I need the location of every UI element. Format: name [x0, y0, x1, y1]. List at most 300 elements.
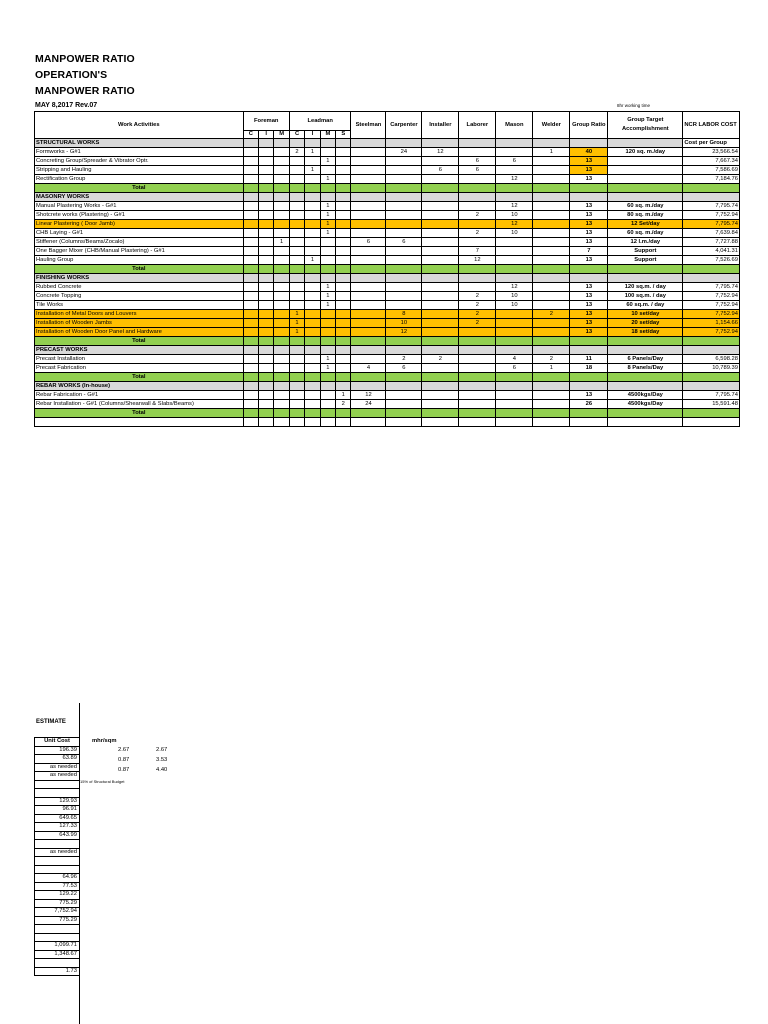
activity-cell: Installation of Wooden Jambs — [35, 319, 244, 328]
activity-cell: Stiffener (Columns/Beams/Zocalo) — [35, 238, 244, 247]
count-cell — [274, 328, 289, 337]
count-cell — [289, 256, 304, 265]
labor-cost-cell — [683, 184, 740, 193]
count-cell — [459, 364, 496, 373]
estimate-row — [35, 806, 80, 815]
count-cell — [351, 292, 386, 301]
count-cell — [386, 382, 422, 391]
count-cell — [274, 265, 289, 274]
count-cell — [459, 265, 496, 274]
count-cell — [336, 238, 351, 247]
count-cell — [351, 355, 386, 364]
count-cell: 1 — [320, 211, 335, 220]
count-cell — [496, 319, 533, 328]
total-row — [35, 373, 740, 382]
count-cell — [305, 418, 320, 427]
count-cell — [336, 274, 351, 283]
count-cell — [459, 328, 496, 337]
header-installer: Installer — [422, 112, 459, 139]
count-cell — [459, 355, 496, 364]
unit-cost-cell: 775.29 — [35, 916, 80, 925]
count-cell — [496, 382, 533, 391]
count-cell — [243, 283, 258, 292]
count-cell — [305, 319, 320, 328]
group-target-cell: Support — [608, 256, 683, 265]
count-cell — [259, 256, 274, 265]
unit-cost-cell: 196.39 — [35, 746, 80, 755]
count-cell — [336, 373, 351, 382]
count-cell — [289, 265, 304, 274]
count-cell — [422, 337, 459, 346]
count-cell: 1 — [289, 319, 304, 328]
count-cell — [336, 220, 351, 229]
count-cell — [320, 247, 335, 256]
count-cell — [336, 157, 351, 166]
count-cell — [386, 139, 422, 148]
table-row — [35, 211, 740, 220]
count-cell — [533, 166, 570, 175]
activity-cell: Total — [35, 409, 244, 418]
count-cell — [351, 382, 386, 391]
table-row — [35, 391, 740, 400]
group-ratio-cell: 7 — [570, 247, 608, 256]
count-cell — [289, 382, 304, 391]
count-cell — [422, 256, 459, 265]
labor-cost-cell — [683, 409, 740, 418]
group-target-cell: 120 sq. m./day — [608, 148, 683, 157]
manpower-ratio-table — [34, 111, 740, 427]
group-target-cell: 60 sq.m. / day — [608, 301, 683, 310]
count-cell — [259, 175, 274, 184]
activity-cell: One Bagger Mixer (CHB/Manual Plastering) - G#1 — [35, 247, 244, 256]
revision-date: MAY 8,2017 Rev.07 — [35, 102, 98, 109]
count-cell — [386, 301, 422, 310]
count-cell — [243, 274, 258, 283]
count-cell: 6 — [459, 166, 496, 175]
count-cell: 2 — [459, 310, 496, 319]
count-cell — [422, 220, 459, 229]
count-cell — [305, 382, 320, 391]
count-cell: 24 — [351, 400, 386, 409]
estimate-row — [35, 933, 80, 942]
count-cell — [422, 157, 459, 166]
group-ratio-cell — [570, 184, 608, 193]
table-row — [35, 310, 740, 319]
count-cell — [496, 391, 533, 400]
count-cell — [320, 310, 335, 319]
count-cell — [274, 310, 289, 319]
unit-cost-cell: 77.53 — [35, 882, 80, 891]
count-cell — [533, 418, 570, 427]
activity-cell: Rebar Fabrication - G#1 — [35, 391, 244, 400]
count-cell — [243, 139, 258, 148]
unit-cost-cell — [35, 789, 80, 798]
count-cell — [336, 229, 351, 238]
group-ratio-cell: 13 — [570, 292, 608, 301]
group-ratio-cell: 13 — [570, 310, 608, 319]
count-cell — [496, 166, 533, 175]
labor-cost-cell — [683, 346, 740, 355]
count-cell — [496, 247, 533, 256]
labor-cost-cell: 10,789.39 — [683, 364, 740, 373]
count-cell — [386, 157, 422, 166]
count-cell — [351, 373, 386, 382]
count-cell — [351, 409, 386, 418]
labor-cost-cell — [683, 382, 740, 391]
count-cell — [243, 382, 258, 391]
count-cell — [533, 220, 570, 229]
count-cell: 2 — [336, 400, 351, 409]
header-carpenter: Carpenter — [386, 112, 422, 139]
count-cell — [386, 220, 422, 229]
title-line-1: MANPOWER RATIO — [35, 53, 135, 65]
count-cell — [274, 292, 289, 301]
count-cell — [422, 211, 459, 220]
estimate-row — [35, 899, 80, 908]
count-cell — [259, 193, 274, 202]
count-cell — [305, 184, 320, 193]
count-cell — [422, 382, 459, 391]
count-cell: 10 — [496, 229, 533, 238]
count-cell — [274, 409, 289, 418]
count-cell: 12 — [459, 256, 496, 265]
count-cell: 6 — [386, 364, 422, 373]
count-cell — [289, 283, 304, 292]
count-cell — [305, 400, 320, 409]
mhr-cumulative: 2.67 — [156, 747, 168, 753]
table-row — [35, 238, 740, 247]
activity-cell — [35, 418, 244, 427]
count-cell — [259, 229, 274, 238]
count-cell — [422, 346, 459, 355]
count-cell — [289, 247, 304, 256]
estimate-row — [35, 772, 80, 781]
count-cell — [422, 319, 459, 328]
count-cell — [274, 355, 289, 364]
count-cell — [274, 391, 289, 400]
count-cell: 2 — [459, 319, 496, 328]
group-ratio-cell — [570, 409, 608, 418]
count-cell — [320, 328, 335, 337]
count-cell — [336, 193, 351, 202]
count-cell — [289, 238, 304, 247]
group-ratio-cell — [570, 346, 608, 355]
group-ratio-cell: 13 — [570, 328, 608, 337]
count-cell — [320, 238, 335, 247]
count-cell — [274, 229, 289, 238]
count-cell: 6 — [459, 157, 496, 166]
group-ratio-cell: 26 — [570, 400, 608, 409]
count-cell — [459, 382, 496, 391]
count-cell — [274, 346, 289, 355]
count-cell — [533, 229, 570, 238]
estimate-row — [35, 865, 80, 874]
count-cell — [459, 418, 496, 427]
activity-cell: STRUCTURAL WORKS — [35, 139, 244, 148]
count-cell — [496, 346, 533, 355]
estimate-row — [35, 797, 80, 806]
mhr-value: 0.87 — [118, 757, 130, 763]
count-cell — [422, 391, 459, 400]
group-target-cell — [608, 265, 683, 274]
count-cell — [386, 166, 422, 175]
count-cell — [351, 328, 386, 337]
count-cell: 1 — [336, 391, 351, 400]
unit-cost-cell: 127.33 — [35, 823, 80, 832]
labor-cost-cell: 7,639.84 — [683, 229, 740, 238]
count-cell — [274, 337, 289, 346]
count-cell — [259, 157, 274, 166]
count-cell — [496, 418, 533, 427]
count-cell — [289, 391, 304, 400]
count-cell — [422, 292, 459, 301]
count-cell — [289, 409, 304, 418]
count-cell — [336, 328, 351, 337]
unit-cost-cell: as needed — [35, 763, 80, 772]
labor-cost-cell: 15,591.48 — [683, 400, 740, 409]
group-target-cell — [608, 166, 683, 175]
count-cell — [422, 202, 459, 211]
count-cell — [259, 328, 274, 337]
foreman-c: C — [243, 131, 258, 139]
count-cell — [336, 301, 351, 310]
count-cell — [351, 256, 386, 265]
count-cell — [305, 139, 320, 148]
group-ratio-cell: 13 — [570, 238, 608, 247]
count-cell — [386, 229, 422, 238]
count-cell: 1 — [320, 283, 335, 292]
count-cell — [259, 391, 274, 400]
labor-cost-cell: 7,752.94 — [683, 292, 740, 301]
count-cell — [274, 139, 289, 148]
count-cell: 1 — [320, 157, 335, 166]
count-cell — [496, 373, 533, 382]
count-cell — [336, 310, 351, 319]
table-row — [35, 301, 740, 310]
count-cell — [533, 193, 570, 202]
count-cell — [351, 418, 386, 427]
activity-cell: Precast Installation — [35, 355, 244, 364]
count-cell: 6 — [422, 166, 459, 175]
count-cell — [243, 373, 258, 382]
labor-cost-cell: 6,598.28 — [683, 355, 740, 364]
count-cell — [274, 418, 289, 427]
unit-cost-cell: 64.96 — [35, 874, 80, 883]
group-target-cell — [608, 373, 683, 382]
group-target-cell: 4500kgs/Day — [608, 391, 683, 400]
count-cell — [320, 373, 335, 382]
mhr-cumulative: 3.53 — [156, 757, 168, 763]
count-cell — [459, 220, 496, 229]
count-cell — [289, 193, 304, 202]
count-cell — [259, 310, 274, 319]
mhr-value: 0.87 — [118, 767, 130, 773]
count-cell — [289, 301, 304, 310]
count-cell — [459, 184, 496, 193]
activity-cell: Concrete Topping — [35, 292, 244, 301]
group-ratio-cell: 13 — [570, 301, 608, 310]
labor-cost-cell: 7,752.94 — [683, 310, 740, 319]
count-cell — [243, 175, 258, 184]
count-cell — [351, 265, 386, 274]
count-cell: 1 — [305, 166, 320, 175]
count-cell — [351, 247, 386, 256]
count-cell — [320, 148, 335, 157]
count-cell — [259, 355, 274, 364]
count-cell — [459, 373, 496, 382]
count-cell — [422, 274, 459, 283]
count-cell — [351, 202, 386, 211]
count-cell — [422, 418, 459, 427]
count-cell — [336, 202, 351, 211]
count-cell — [533, 238, 570, 247]
leadman-c: C — [289, 131, 304, 139]
count-cell — [274, 319, 289, 328]
count-cell — [243, 292, 258, 301]
group-ratio-cell — [570, 418, 608, 427]
count-cell — [243, 148, 258, 157]
activity-cell: Total — [35, 265, 244, 274]
count-cell: 10 — [386, 319, 422, 328]
count-cell — [351, 319, 386, 328]
labor-cost-cell: 23,566.54 — [683, 148, 740, 157]
group-ratio-cell: 18 — [570, 364, 608, 373]
count-cell: 1 — [320, 355, 335, 364]
count-cell — [274, 166, 289, 175]
mhr-value: 2.67 — [118, 747, 130, 753]
foreman-m: M — [274, 131, 289, 139]
group-ratio-cell — [570, 139, 608, 148]
labor-cost-cell: 7,752.94 — [683, 328, 740, 337]
estimate-title: ESTIMATE — [36, 719, 66, 725]
table-row — [35, 166, 740, 175]
count-cell — [351, 274, 386, 283]
count-cell — [336, 418, 351, 427]
count-cell — [336, 256, 351, 265]
total-row — [35, 409, 740, 418]
count-cell — [351, 139, 386, 148]
section-row — [35, 139, 740, 148]
count-cell — [305, 337, 320, 346]
count-cell — [259, 337, 274, 346]
count-cell — [259, 364, 274, 373]
count-cell — [289, 211, 304, 220]
labor-cost-cell: Cost per Group — [683, 139, 740, 148]
count-cell — [305, 409, 320, 418]
count-cell — [336, 319, 351, 328]
count-cell — [533, 184, 570, 193]
count-cell — [259, 319, 274, 328]
count-cell — [422, 310, 459, 319]
count-cell — [274, 211, 289, 220]
table-row — [35, 229, 740, 238]
count-cell — [533, 292, 570, 301]
count-cell — [336, 265, 351, 274]
count-cell — [533, 409, 570, 418]
count-cell — [259, 283, 274, 292]
estimate-row — [35, 746, 80, 755]
count-cell: 1 — [320, 301, 335, 310]
labor-cost-cell — [683, 337, 740, 346]
estimate-row — [35, 823, 80, 832]
group-target-cell: 100 sq.m. / day — [608, 292, 683, 301]
count-cell — [289, 229, 304, 238]
activity-cell: Formworks - G#1 — [35, 148, 244, 157]
count-cell — [422, 238, 459, 247]
count-cell — [496, 238, 533, 247]
activity-cell: Tile Works — [35, 301, 244, 310]
unit-cost-header: Unit Cost — [35, 738, 80, 747]
count-cell — [289, 274, 304, 283]
table-row — [35, 328, 740, 337]
count-cell — [289, 364, 304, 373]
count-cell — [243, 247, 258, 256]
working-time-note: 8hr working time — [617, 103, 651, 108]
count-cell — [259, 202, 274, 211]
count-cell — [243, 184, 258, 193]
count-cell — [274, 193, 289, 202]
estimate-row — [35, 967, 80, 976]
count-cell — [305, 265, 320, 274]
count-cell — [320, 346, 335, 355]
unit-cost-cell: 96.91 — [35, 806, 80, 815]
table-row — [35, 319, 740, 328]
table-row — [35, 256, 740, 265]
count-cell — [305, 283, 320, 292]
count-cell — [533, 283, 570, 292]
group-ratio-cell: 13 — [570, 319, 608, 328]
count-cell — [533, 274, 570, 283]
labor-cost-cell: 1,154.66 — [683, 319, 740, 328]
estimate-table — [34, 737, 80, 976]
activity-cell: Hauling Group — [35, 256, 244, 265]
count-cell — [259, 373, 274, 382]
count-cell — [496, 274, 533, 283]
count-cell: 6 — [386, 238, 422, 247]
count-cell — [533, 211, 570, 220]
count-cell — [533, 346, 570, 355]
count-cell — [320, 337, 335, 346]
count-cell — [259, 265, 274, 274]
activity-cell: Total — [35, 184, 244, 193]
count-cell — [305, 157, 320, 166]
count-cell — [336, 139, 351, 148]
count-cell — [259, 418, 274, 427]
mhr-cumulative: 4.40 — [156, 767, 168, 773]
count-cell — [320, 400, 335, 409]
count-cell — [274, 274, 289, 283]
count-cell — [533, 373, 570, 382]
count-cell — [459, 193, 496, 202]
mhr-header: mhr/sqm — [92, 738, 117, 744]
count-cell — [336, 211, 351, 220]
count-cell — [496, 184, 533, 193]
activity-cell: Precast Fabrication — [35, 364, 244, 373]
count-cell: 1 — [533, 364, 570, 373]
count-cell — [320, 265, 335, 274]
count-cell: 4 — [351, 364, 386, 373]
count-cell: 1 — [320, 292, 335, 301]
count-cell — [533, 319, 570, 328]
count-cell: 1 — [533, 148, 570, 157]
count-cell — [320, 139, 335, 148]
group-ratio-cell — [570, 382, 608, 391]
group-target-cell: 12 l.m./day — [608, 238, 683, 247]
count-cell — [336, 166, 351, 175]
count-cell — [289, 139, 304, 148]
count-cell — [305, 202, 320, 211]
count-cell — [305, 301, 320, 310]
